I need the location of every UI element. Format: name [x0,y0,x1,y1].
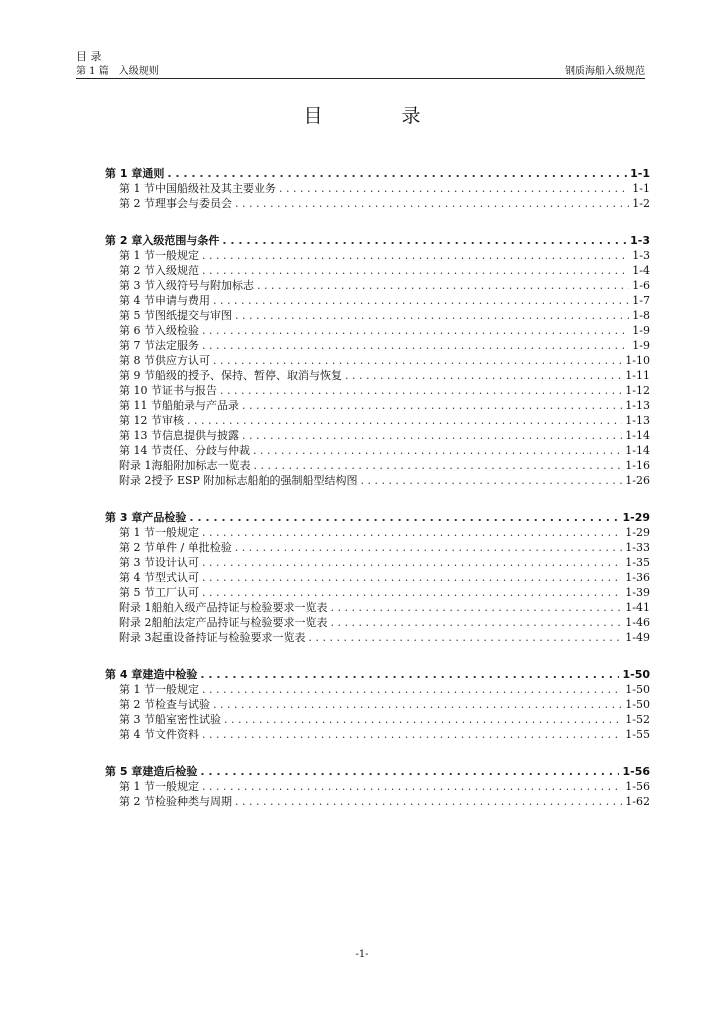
toc-entry-page: 1-7 [632,294,650,307]
toc-entry-title: 一般规定 [155,526,199,539]
toc-section-entry[interactable] [105,727,650,742]
toc-entry-page: 1-6 [632,279,650,292]
toc-section-entry[interactable] [105,368,650,383]
toc-dot-leader [235,540,623,555]
toc-entry-title: 一般规定 [155,780,199,793]
toc-entry-page: 1-39 [625,586,650,599]
toc-dot-leader [235,308,629,323]
toc-entry-page: 1-49 [625,631,650,644]
toc-chapter-entry[interactable] [105,764,650,779]
toc-entry-title: 审核 [162,414,184,427]
toc-entry-page: 1-1 [632,182,650,195]
toc-dot-leader [202,585,622,600]
toc-entry-page: 1-55 [625,728,650,741]
toc-entry-title: 单件 / 单批检验 [155,541,232,554]
toc-section-entry[interactable] [105,308,650,323]
toc-dot-leader [200,764,619,779]
toc-dot-leader [187,413,622,428]
toc-dot-leader [235,794,622,809]
toc-dot-leader [279,181,629,196]
toc-dot-leader [189,510,619,525]
toc-entry-number: 附录 3 [119,631,152,644]
toc-entry-title: 设计认可 [155,556,199,569]
toc-entry-number: 附录 1 [119,459,152,472]
toc-section-entry[interactable] [105,682,650,697]
toc-entry-page: 1-13 [625,414,650,427]
toc-entry-number: 第 8 节 [119,354,155,367]
toc-dot-leader [242,398,622,413]
toc-entry-page: 1-33 [625,541,650,554]
toc-entry-page: 1-13 [625,399,650,412]
toc-section-entry[interactable] [105,540,650,555]
toc-entry-page: 1-29 [625,526,650,539]
toc-entry-title: 信息提供与披露 [162,429,239,442]
toc-dot-leader [202,338,629,353]
toc-entry-number: 第 1 节 [119,683,155,696]
toc-section-entry[interactable] [105,570,650,585]
toc-entry-page: 1-8 [632,309,650,322]
toc-entry-page: 1-50 [622,668,650,681]
toc-dot-leader [309,630,623,645]
toc-appendix-entry[interactable] [105,473,650,488]
toc-entry-page: 1-3 [630,234,650,247]
chapter-gap [105,645,650,667]
toc-entry-page: 1-14 [625,429,650,442]
toc-section-entry[interactable] [105,428,650,443]
toc-dot-leader [213,353,622,368]
header-rule [76,78,645,79]
toc-entry-number: 附录 1 [119,601,152,614]
toc-entry-title: 起重设备持证与检验要求一览表 [151,631,306,644]
toc-entry-title: 船舶法定产品持证与检验要求一览表 [151,616,328,629]
toc-dot-leader [254,458,623,473]
toc-entry-title: 海船附加标志一览表 [151,459,251,472]
toc-appendix-entry[interactable] [105,615,650,630]
toc-section-entry[interactable] [105,383,650,398]
toc-entry-page: 1-14 [625,444,650,457]
toc-entry-number: 第 3 节 [119,556,155,569]
toc-entry-page: 1-46 [625,616,650,629]
toc-dot-leader [213,697,622,712]
toc-appendix-entry[interactable] [105,630,650,645]
toc-dot-leader [331,615,623,630]
toc-dot-leader [202,263,629,278]
toc-entry-number: 第 3 节 [119,713,155,726]
toc-section-entry[interactable] [105,443,650,458]
toc-section-entry[interactable] [105,338,650,353]
toc-entry-title: 供应方认可 [155,354,210,367]
toc-appendix-entry[interactable] [105,600,650,615]
toc-entry-page: 1-16 [625,459,650,472]
toc-dot-leader [167,166,627,181]
toc-entry-number: 第 4 节 [119,571,155,584]
toc-entry-number: 第 2 节 [119,541,155,554]
toc-entry-page: 1-50 [625,683,650,696]
toc-entry-page: 1-26 [625,474,650,487]
toc-entry-title: 检验种类与周期 [155,795,232,808]
toc-section-entry[interactable] [105,413,650,428]
toc-entry-title: 建造后检验 [142,765,198,778]
toc-entry-title: 船舶录与产品录 [162,399,239,412]
toc-entry-number: 第 10 节 [119,384,162,397]
toc-entry-title: 中国船级社及其主要业务 [155,182,276,195]
toc-entry-number: 第 1 节 [119,526,155,539]
toc-entry-number: 附录 2 [119,474,152,487]
toc-entry-page: 1-52 [625,713,650,726]
toc-section-entry[interactable] [105,555,650,570]
toc-entry-title: 一般规定 [155,683,199,696]
chapter-gap [105,211,650,233]
header-doc-label: 目 录 [76,50,102,63]
toc-section-entry[interactable] [105,293,650,308]
toc-entry-number: 第 3 章 [105,511,143,524]
toc-entry-number: 第 2 节 [119,795,155,808]
toc-dot-leader [235,196,629,211]
toc-entry-title: 产品检验 [142,511,187,524]
toc-entry-number: 第 4 章 [105,668,143,681]
toc-entry-page: 1-4 [632,264,650,277]
toc-section-entry[interactable] [105,263,650,278]
chapter-gap [105,742,650,764]
toc-entry-number: 第 4 节 [119,294,155,307]
toc-entry-number: 第 4 节 [119,728,155,741]
toc-chapter-entry[interactable] [105,510,650,525]
toc-entry-title: 入级检验 [155,324,199,337]
toc-entry-page: 1-2 [632,197,650,210]
toc-entry-title: 通则 [142,167,165,180]
toc-entry-title: 建造中检验 [142,668,198,681]
toc-entry-page: 1-36 [625,571,650,584]
toc-section-entry[interactable] [105,353,650,368]
toc-entry-title: 检查与试验 [155,698,210,711]
toc-entry-page: 1-9 [632,324,650,337]
running-header [76,65,645,78]
toc-entry-title: 船室密性试验 [155,713,221,726]
toc-entry-title: 入级符号与附加标志 [155,279,254,292]
toc-entry-number: 第 13 节 [119,429,162,442]
page-number: -1- [355,949,369,960]
toc-entry-page: 1-11 [625,369,650,382]
toc-entry-title: 船舶入级产品持证与检验要求一览表 [151,601,328,614]
toc-entry-title: 法定服务 [155,339,199,352]
toc-entry-number: 第 14 节 [119,444,162,457]
toc-entry-title: 申请与费用 [155,294,210,307]
toc-entry-number: 第 1 节 [119,182,155,195]
toc-chapter-entry[interactable] [105,667,650,682]
toc-entry-page: 1-3 [632,249,650,262]
toc-dot-leader [242,428,622,443]
toc-entry-number: 第 2 章 [105,234,143,247]
toc-section-entry[interactable] [105,248,650,263]
toc-entry-title: 责任、分歧与仲裁 [162,444,250,457]
toc-entry-number: 第 6 节 [119,324,155,337]
toc-section-entry[interactable] [105,398,650,413]
toc-entry-page: 1-56 [625,780,650,793]
toc-entry-number: 第 1 章 [105,167,143,180]
toc-dot-leader [202,555,622,570]
toc-section-entry[interactable] [105,525,650,540]
toc-entry-number: 第 5 章 [105,765,143,778]
toc-section-entry[interactable] [105,712,650,727]
toc-section-entry[interactable] [105,585,650,600]
toc-entry-number: 第 5 节 [119,309,155,322]
toc-dot-leader [224,712,622,727]
toc-entry-number: 第 9 节 [119,369,155,382]
toc-entry-number: 第 1 节 [119,780,155,793]
toc-entry-page: 1-1 [630,167,650,180]
toc-entry-page: 1-29 [622,511,650,524]
toc-entry-number: 第 11 节 [119,399,162,412]
toc-entry-title: 入级范围与条件 [142,234,220,247]
toc-section-entry[interactable] [105,323,650,338]
toc-dot-leader [202,323,629,338]
toc-entry-number: 附录 2 [119,616,152,629]
toc-appendix-entry[interactable] [105,458,650,473]
table-of-contents [105,166,650,809]
toc-entry-title: 文件资料 [155,728,199,741]
toc-dot-leader [202,525,622,540]
toc-chapter-entry[interactable] [105,233,650,248]
toc-entry-title: 一般规定 [155,249,199,262]
toc-entry-number: 第 5 节 [119,586,155,599]
toc-entry-number: 第 12 节 [119,414,162,427]
toc-entry-page: 1-62 [625,795,650,808]
toc-entry-page: 1-41 [625,601,650,614]
toc-dot-leader [202,248,629,263]
toc-entry-page: 1-9 [632,339,650,352]
toc-entry-number: 第 7 节 [119,339,155,352]
toc-dot-leader [202,779,622,794]
toc-entry-title: 工厂认可 [155,586,199,599]
toc-entry-title: 入级规范 [155,264,199,277]
toc-dot-leader [200,667,619,682]
toc-dot-leader [202,727,622,742]
toc-section-entry[interactable] [105,794,650,809]
toc-dot-leader [213,293,629,308]
toc-section-entry[interactable] [105,779,650,794]
toc-entry-page: 1-50 [625,698,650,711]
toc-dot-leader [331,600,623,615]
toc-entry-title: 图纸提交与审图 [155,309,232,322]
toc-section-entry[interactable] [105,181,650,196]
toc-dot-leader [202,682,622,697]
toc-entry-page: 1-35 [625,556,650,569]
toc-entry-number: 第 2 节 [119,264,155,277]
header-part-label: 第 1 篇 入级规则 [76,66,159,77]
toc-dot-leader [360,473,622,488]
toc-entry-page: 1-10 [625,354,650,367]
toc-entry-title: 理事会与委员会 [155,197,232,210]
toc-entry-title: 船级的授予、保持、暂停、取消与恢复 [155,369,342,382]
toc-dot-leader [202,570,622,585]
toc-dot-leader [253,443,622,458]
toc-entry-number: 第 1 节 [119,249,155,262]
toc-entry-title: 型式认可 [155,571,199,584]
toc-dot-leader [257,278,629,293]
toc-section-entry[interactable] [105,278,650,293]
page-title: 目 录 [303,105,451,127]
toc-dot-leader [220,383,622,398]
chapter-gap [105,488,650,510]
toc-chapter-entry[interactable] [105,166,650,181]
toc-section-entry[interactable] [105,697,650,712]
toc-entry-page: 1-12 [625,384,650,397]
toc-dot-leader [222,233,627,248]
toc-entry-title: 授予 ESP 附加标志船舶的强制船型结构图 [151,474,358,487]
toc-dot-leader [345,368,622,383]
header-book-title: 钢质海船入级规范 [565,66,645,77]
toc-section-entry[interactable] [105,196,650,211]
toc-entry-title: 证书与报告 [162,384,217,397]
toc-entry-number: 第 3 节 [119,279,155,292]
toc-entry-number: 第 2 节 [119,197,155,210]
toc-entry-page: 1-56 [622,765,650,778]
toc-entry-number: 第 2 节 [119,698,155,711]
